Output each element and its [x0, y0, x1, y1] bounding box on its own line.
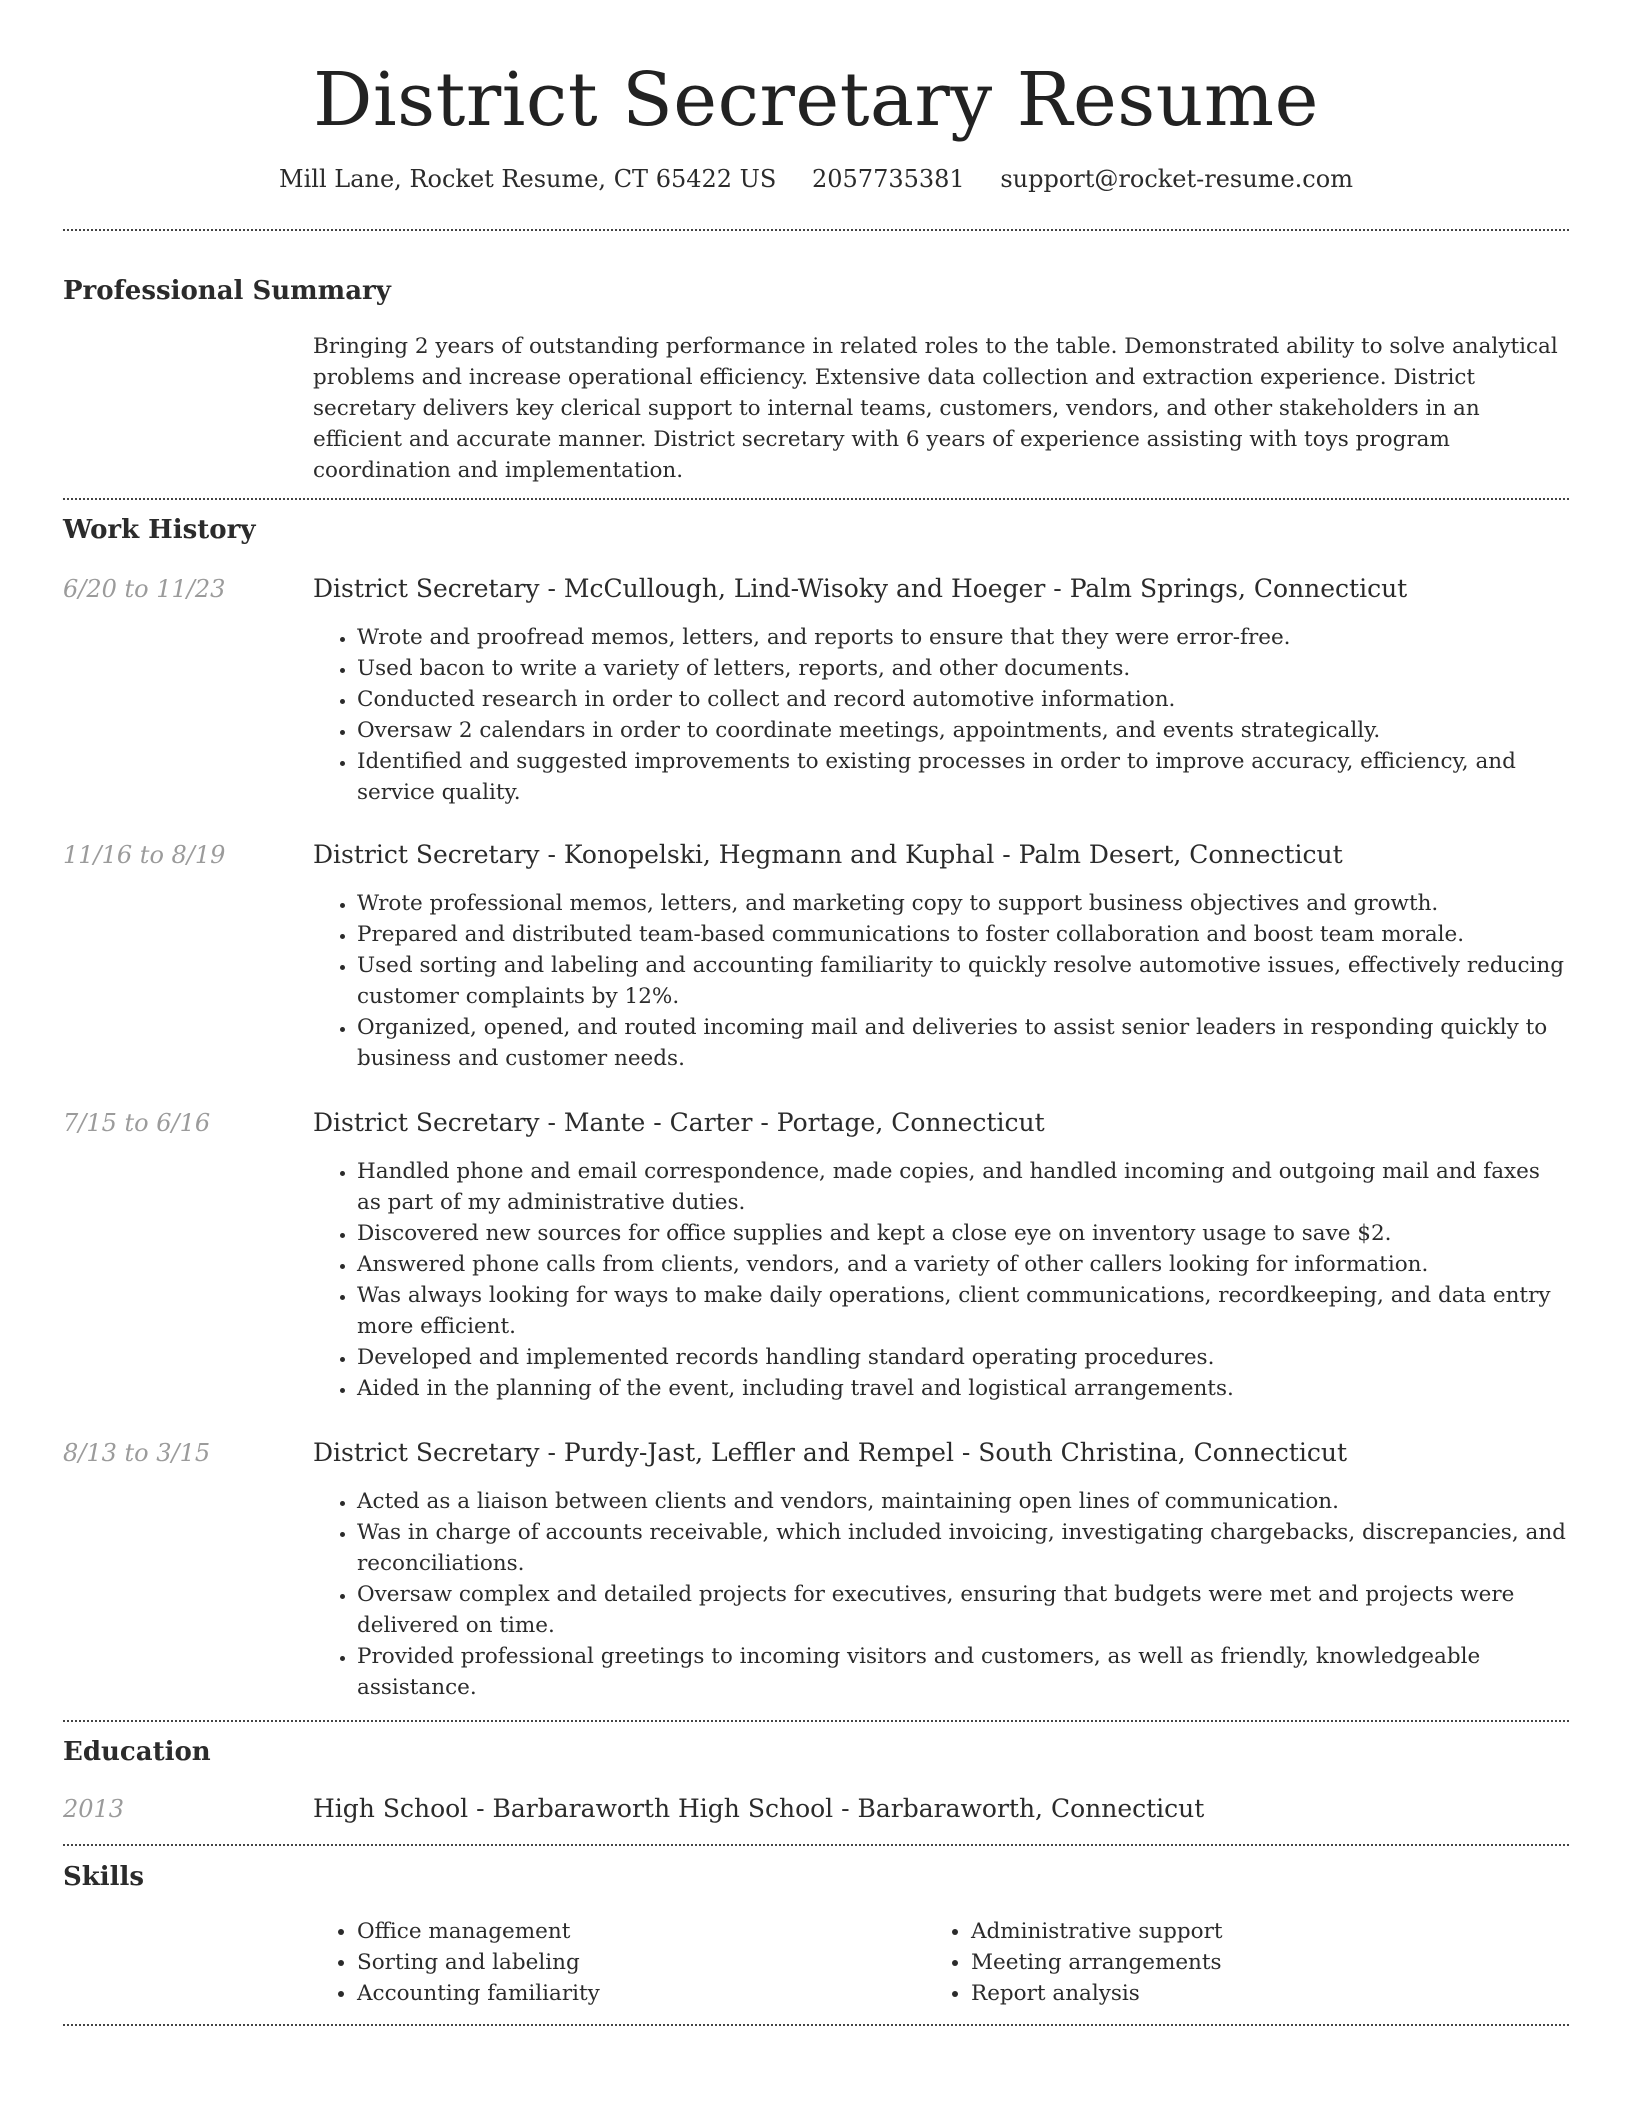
skill-item: • Sorting and labeling	[357, 1947, 927, 1978]
job-bullet: • Handled phone and email correspondence, made copies, and handled incoming and outgoing mail and faxes as part of my administrative duties.	[357, 1156, 1569, 1218]
skill-item: • Administrative support	[971, 1916, 1541, 1947]
job-bullet: • Was in charge of accounts receivable, which included invoicing, investigating chargebacks, discrepancies, and reconciliations.	[357, 1517, 1569, 1579]
job-dates: 6/20 to 11/23	[63, 575, 226, 603]
section-title-education: Education	[63, 1737, 211, 1767]
job-bullet: • Acted as a liaison between clients and vendors, maintaining open lines of communication.	[357, 1486, 1569, 1517]
skill-item: • Accounting familiarity	[357, 1978, 927, 2009]
job-bullet: • Wrote professional memos, letters, and marketing copy to support business objectives and growth.	[357, 888, 1569, 919]
job-bullet: • Developed and implemented records handling standard operating procedures.	[357, 1342, 1569, 1373]
job-bullet: • Oversaw complex and detailed projects for executives, ensuring that budgets were met and projects were delivered on time.	[357, 1579, 1569, 1641]
job-bullet: • Wrote and proofread memos, letters, and reports to ensure that they were error-free.	[357, 622, 1569, 653]
job-bullet: • Answered phone calls from clients, vendors, and a variety of other callers looking for information.	[357, 1249, 1569, 1280]
education-title: High School - Barbaraworth High School - Barbaraworth, Connecticut	[313, 1794, 1205, 1823]
job-bullet: • Was always looking for ways to make daily operations, client communications, recordkeeping, and data entry more efficient.	[357, 1280, 1569, 1342]
job-bullets	[313, 888, 1569, 1074]
job-title: District Secretary - McCullough, Lind-Wisoky and Hoeger - Palm Springs, Connecticut	[313, 574, 1408, 603]
job-entry	[63, 840, 1569, 1074]
job-bullet: • Prepared and distributed team-based communications to foster collaboration and boost team morale.	[357, 919, 1569, 950]
summary-text: Bringing 2 years of outstanding performance in related roles to the table. Demonstrated ability to solve analytical problems and increase operational efficiency. Extensive data collection and extraction experience. District secretary delivers key clerical support to internal teams, customers, vendors, and other stakeholders in an efficient and accurate manner. District secretary with 6 years of experience assisting with toys program coordination and implementation.	[313, 334, 1558, 483]
section-divider	[63, 1720, 1569, 1722]
job-bullet: • Conducted research in order to collect and record automotive information.	[357, 684, 1569, 715]
job-bullet: • Aided in the planning of the event, including travel and logistical arrangements.	[357, 1373, 1569, 1404]
section-divider	[63, 498, 1569, 500]
job-body	[313, 1438, 1569, 1703]
skill-item: • Report analysis	[971, 1978, 1541, 2009]
job-title: District Secretary - Purdy-Jast, Leffler and Rempel - South Christina, Connecticut	[313, 1438, 1347, 1467]
skills-column-left	[313, 1916, 927, 2009]
job-title: District Secretary - Konopelski, Hegmann and Kuphal - Palm Desert, Connecticut	[313, 840, 1343, 869]
section-divider	[63, 2024, 1569, 2026]
contact-email: support@rocket-resume.com	[1000, 165, 1353, 193]
job-body	[313, 840, 1569, 1074]
job-dates: 11/16 to 8/19	[63, 841, 226, 869]
resume-title: District Secretary Resume	[313, 57, 1319, 143]
job-bullet: • Used bacon to write a variety of letters, reports, and other documents.	[357, 653, 1569, 684]
job-bullet: • Provided professional greetings to incoming visitors and customers, as well as friendly, knowledgeable assistance.	[357, 1641, 1569, 1703]
skill-item: • Office management	[357, 1916, 927, 1947]
job-body	[313, 1108, 1569, 1404]
job-bullet: • Oversaw 2 calendars in order to coordinate meetings, appointments, and events strategically.	[357, 715, 1569, 746]
job-entry	[63, 1108, 1569, 1404]
job-bullets	[313, 1156, 1569, 1404]
job-title: District Secretary - Mante - Carter - Portage, Connecticut	[313, 1108, 1045, 1137]
contact-phone: 2057735381	[811, 165, 965, 193]
contact-line	[63, 162, 1569, 196]
skills-column-right	[927, 1916, 1541, 2009]
skill-item: • Meeting arrangements	[971, 1947, 1541, 1978]
job-dates: 7/15 to 6/16	[63, 1109, 211, 1137]
job-entry	[63, 574, 1569, 808]
job-entry	[63, 1438, 1569, 1703]
job-bullet: • Discovered new sources for office supplies and kept a close eye on inventory usage to save $2.	[357, 1218, 1569, 1249]
job-bullets	[313, 622, 1569, 808]
section-divider	[63, 1844, 1569, 1846]
job-body	[313, 574, 1569, 808]
education-body	[313, 1794, 1569, 1824]
section-title-work-history: Work History	[63, 515, 256, 545]
job-bullet: • Identified and suggested improvements to existing processes in order to improve accuracy, efficiency, and service quality.	[357, 746, 1569, 808]
section-divider	[63, 229, 1569, 231]
education-entry	[63, 1794, 1569, 1824]
section-title-summary: Professional Summary	[63, 276, 391, 306]
job-bullets	[313, 1486, 1569, 1703]
job-bullet: • Used sorting and labeling and accounting familiarity to quickly resolve automotive issues, effectively reducing customer complaints by 12%.	[357, 950, 1569, 1012]
job-dates: 8/13 to 3/15	[63, 1439, 211, 1467]
job-bullet: • Organized, opened, and routed incoming mail and deliveries to assist senior leaders in responding quickly to business and customer needs.	[357, 1012, 1569, 1074]
education-year: 2013	[63, 1795, 125, 1823]
skills-list	[313, 1916, 1569, 2009]
contact-address: Mill Lane, Rocket Resume, CT 65422 US	[279, 165, 777, 193]
section-title-skills: Skills	[63, 1862, 145, 1892]
